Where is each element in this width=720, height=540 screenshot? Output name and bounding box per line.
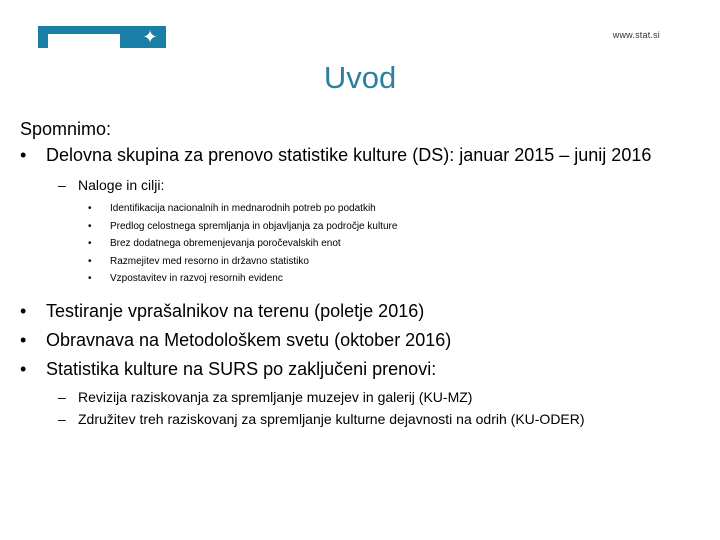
bullet-icon: • [20,300,27,321]
task-item [20,253,700,271]
bullet-icon: • [20,145,27,165]
bullet-text: Obravnava na Metodološkem svetu (oktober 2016) [46,329,452,350]
intro-text: Spomnimo: [20,119,112,139]
task-item [20,270,700,288]
bullet-item [20,329,700,351]
bullet-item [20,358,700,380]
bullet-item [20,144,700,166]
logo-notch [48,34,120,48]
task-text: Vzpostavitev in razvoj resornih evidenc [110,273,283,284]
dash-icon: – [58,388,66,405]
bullet-text: Delovna skupina za prenovo statistike kulture (DS): januar 2015 – junij 2016 [46,145,652,165]
logo-star-icon: ✦ [142,27,158,47]
bullet-text: Testiranje vprašalnikov na terenu (poletje 2016) [46,300,425,321]
task-text: Predlog celostnega spremljanja in objavljanja za področje kulture [110,220,398,232]
sub-bullet-item [20,176,700,194]
bullet-item [20,300,700,322]
sub-bullet-text: Naloge in cilji: [78,177,165,193]
bullet-text: Statistika kulture na SURS po zaključeni prenovi: [46,358,437,379]
sub-bullet-text: Združitev treh raziskovanj za spremljanje kulturne dejavnosti na odrih (KU-ODER) [78,410,585,427]
task-list [20,200,700,288]
dash-icon: – [58,177,66,193]
sub-bullet-text: Revizija raziskovanja za spremljanje muzejev in galerij (KU-MZ) [78,388,473,405]
slide-body [20,118,700,428]
dash-icon: – [58,410,66,427]
slide-title: Uvod [323,60,397,95]
bullet-icon: • [88,255,92,267]
task-item [20,218,700,236]
bullet-icon: • [20,358,27,379]
task-text: Identifikacija nacionalnih in mednarodnih potreb po podatkih [110,203,376,214]
sub-bullet-item [20,410,700,428]
bullet-icon: • [88,203,92,214]
bullet-icon: • [20,329,27,350]
bullet-icon: • [88,238,92,249]
task-item [20,235,700,253]
bullet-list [20,300,700,380]
bullet-icon: • [88,220,92,232]
site-url[interactable]: www.stat.si [612,30,660,40]
task-item [20,200,700,218]
task-text: Brez dodatnega obremenjevanja poročevalskih enot [110,238,341,249]
sub-bullet-list [20,388,700,428]
task-text: Razmejitev med resorno in državno statistiko [110,255,309,267]
sub-bullet-item [20,388,700,406]
bullet-icon: • [88,273,92,284]
